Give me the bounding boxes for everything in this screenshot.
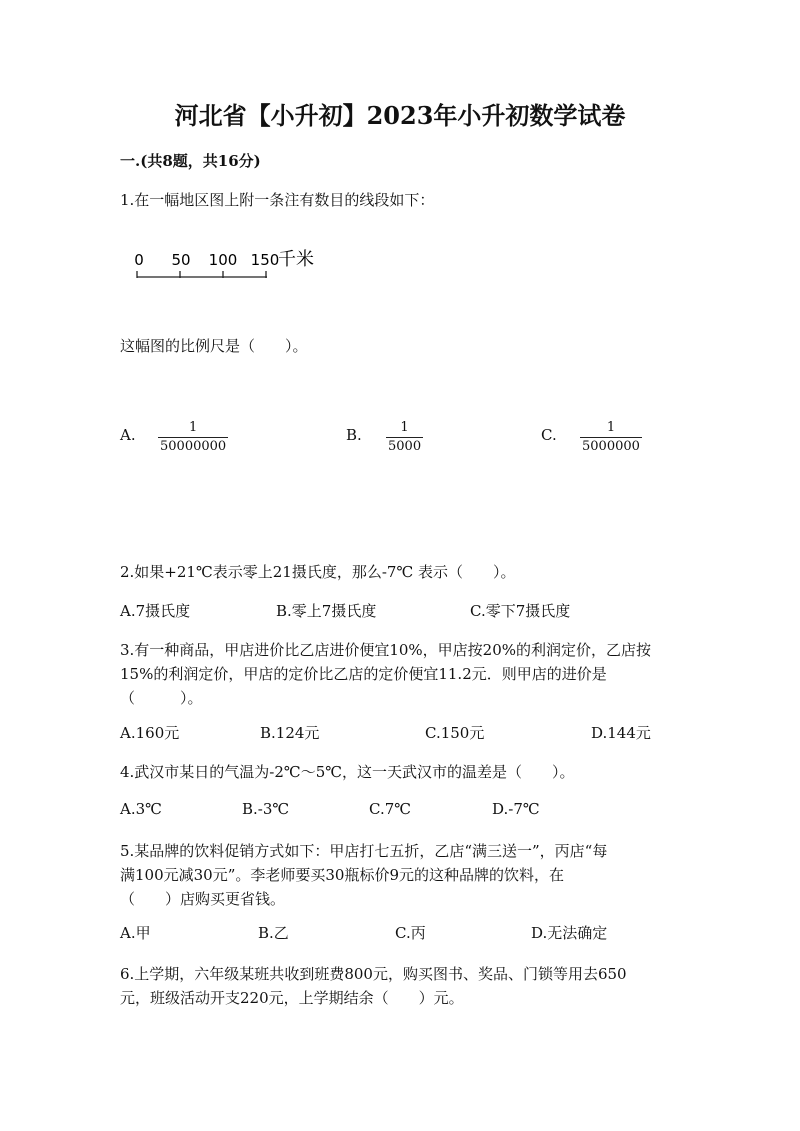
q2-option-a: A.7摄氏度 xyxy=(120,602,191,620)
q5-option-c: C.丙 xyxy=(395,924,426,942)
q3-option-d: D.144元 xyxy=(591,724,651,742)
q5-option-b: B.乙 xyxy=(258,924,289,942)
q3-line-1: 3.有一种商品，甲店进价比乙店进价便宜10%，甲店按20%的利润定价，乙店按 xyxy=(120,641,651,659)
page-title: 河北省【小升初】2023年小升初数学试卷 xyxy=(174,101,626,130)
scale-tick-label: 100 xyxy=(208,251,238,269)
q1-option-b-letter: B. xyxy=(346,426,362,444)
q1-option-b-fraction xyxy=(386,420,423,454)
q6-line-1: 6.上学期，六年级某班共收到班费800元，购买图书、奖品、门锁等用去650 xyxy=(120,965,627,983)
q5-option-a: A.甲 xyxy=(120,924,151,942)
q2-stem: 2.如果+21℃表示零上21摄氏度，那么-7℃ 表示（ ）。 xyxy=(120,563,516,581)
q6-line-2: 元，班级活动开支220元，上学期结余（ ）元。 xyxy=(120,989,464,1007)
q3-line-3: （ ）。 xyxy=(120,689,203,707)
q5-line-2: 满100元减30元”。李老师要买30瓶标价9元的这种品牌的饮料，在 xyxy=(120,866,565,884)
scale-tick-label: 0 xyxy=(134,251,144,269)
q3-option-c: C.150元 xyxy=(425,724,485,742)
fraction-bar xyxy=(580,437,642,438)
fraction-bar xyxy=(386,437,423,438)
q3-option-a: A.160元 xyxy=(120,724,180,742)
q4-option-a: A.3℃ xyxy=(120,800,162,818)
q4-option-d: D.-7℃ xyxy=(492,800,540,818)
section-heading: 一.(共8题，共16分) xyxy=(120,152,261,170)
q1-stem: 1.在一幅地区图上附一条注有数目的线段如下： xyxy=(120,191,435,209)
fraction-numerator: 1 xyxy=(606,420,616,435)
fraction-bar xyxy=(158,437,228,438)
q2-option-b: B.零上7摄氏度 xyxy=(276,602,377,620)
q5-option-d: D.无法确定 xyxy=(531,924,608,942)
q4-stem: 4.武汉市某日的气温为-2℃～5℃，这一天武汉市的温差是（ ）。 xyxy=(120,763,575,781)
q5-line-1: 5.某品牌的饮料促销方式如下：甲店打七五折，乙店“满三送一”，丙店“每 xyxy=(120,842,608,860)
q5-line-3: （ ）店购买更省钱。 xyxy=(120,890,286,908)
fraction-denominator: 50000000 xyxy=(160,439,227,454)
fraction-numerator: 1 xyxy=(400,420,409,435)
q3-option-b: B.124元 xyxy=(260,724,320,742)
q1-option-a-letter: A. xyxy=(120,426,136,444)
q3-line-2: 15%的利润定价，甲店的定价比乙店的定价便宜11.2元．则甲店的进价是 xyxy=(120,665,607,683)
q4-option-c: C.7℃ xyxy=(369,800,412,818)
q4-option-b: B.-3℃ xyxy=(242,800,290,818)
fraction-numerator: 1 xyxy=(188,420,198,435)
scale-tick-label: 150 xyxy=(250,251,280,269)
fraction-denominator: 5000 xyxy=(388,439,422,454)
q1-option-c-fraction xyxy=(580,420,642,454)
q1-option-a-fraction xyxy=(158,420,228,454)
scale-unit-label: 千米 xyxy=(278,249,314,270)
scale-tick-label: 50 xyxy=(171,251,191,269)
scale-bar xyxy=(128,244,328,284)
q1-question: 这幅图的比例尺是（ ）。 xyxy=(120,337,308,355)
fraction-denominator: 5000000 xyxy=(582,439,640,454)
q1-option-c-letter: C. xyxy=(541,426,557,444)
q2-option-c: C.零下7摄氏度 xyxy=(470,602,571,620)
